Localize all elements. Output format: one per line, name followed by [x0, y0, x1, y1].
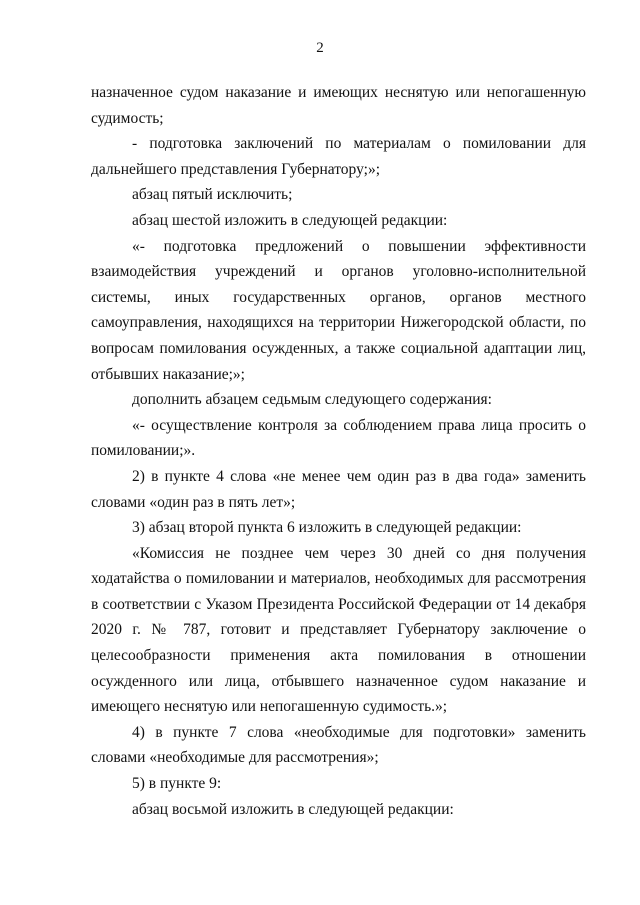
- paragraph: «- осуществление контроля за соблюдением права лица просить о помиловании;».: [91, 416, 586, 460]
- document-body: [91, 80, 586, 822]
- paragraph: абзац восьмой изложить в следующей редакции:: [132, 800, 454, 818]
- paragraph: 3) абзац второй пункта 6 изложить в следующей редакции:: [132, 519, 522, 537]
- paragraph-continuation: назначенное судом наказание и имеющих неснятую или непогашенную судимость;: [91, 84, 586, 127]
- paragraph: 2) в пункте 4 слова «не менее чем один раз в два года» заменить словами «один раз в пять лет»;: [91, 467, 586, 511]
- paragraph: абзац пятый исключить;: [132, 186, 293, 204]
- paragraph: 4) в пункте 7 слова «необходимые для подготовки» заменить словами «необходимые для рассмотрения»;: [91, 723, 586, 767]
- paragraph: абзац шестой изложить в следующей редакции:: [132, 211, 448, 229]
- paragraph: дополнить абзацем седьмым следующего содержания:: [132, 391, 492, 409]
- page-number: 2: [316, 40, 324, 56]
- paragraph: «Комиссия не позднее чем через 30 дней со дня получения ходатайства о помиловании и материалов, необходимых для рассмотрения в соответствии с Указом Президента Российской Федерации от 14 декабря 2020 г. № 787, готовит и представляет Губернатору заключение о целесообразности применения акта помилования в отношении осужденного или лица, отбывшего назначенное судом наказание и имеющего неснятую или непогашенную судимость.»;: [91, 544, 586, 716]
- paragraph: «- подготовка предложений о повышении эффективности взаимодействия учреждений и органов уголовно-исполнительной системы, иных государственных органов, органов местного самоуправления, находящихся на территории Нижегородской области, по вопросам помилования осужденных, а также социальной адаптации лиц, отбывших наказание;»;: [91, 237, 586, 383]
- paragraph: 5) в пункте 9:: [132, 775, 222, 793]
- paragraph: - подготовка заключений по материалам о помиловании для дальнейшего представления Губернатору;»;: [91, 135, 586, 178]
